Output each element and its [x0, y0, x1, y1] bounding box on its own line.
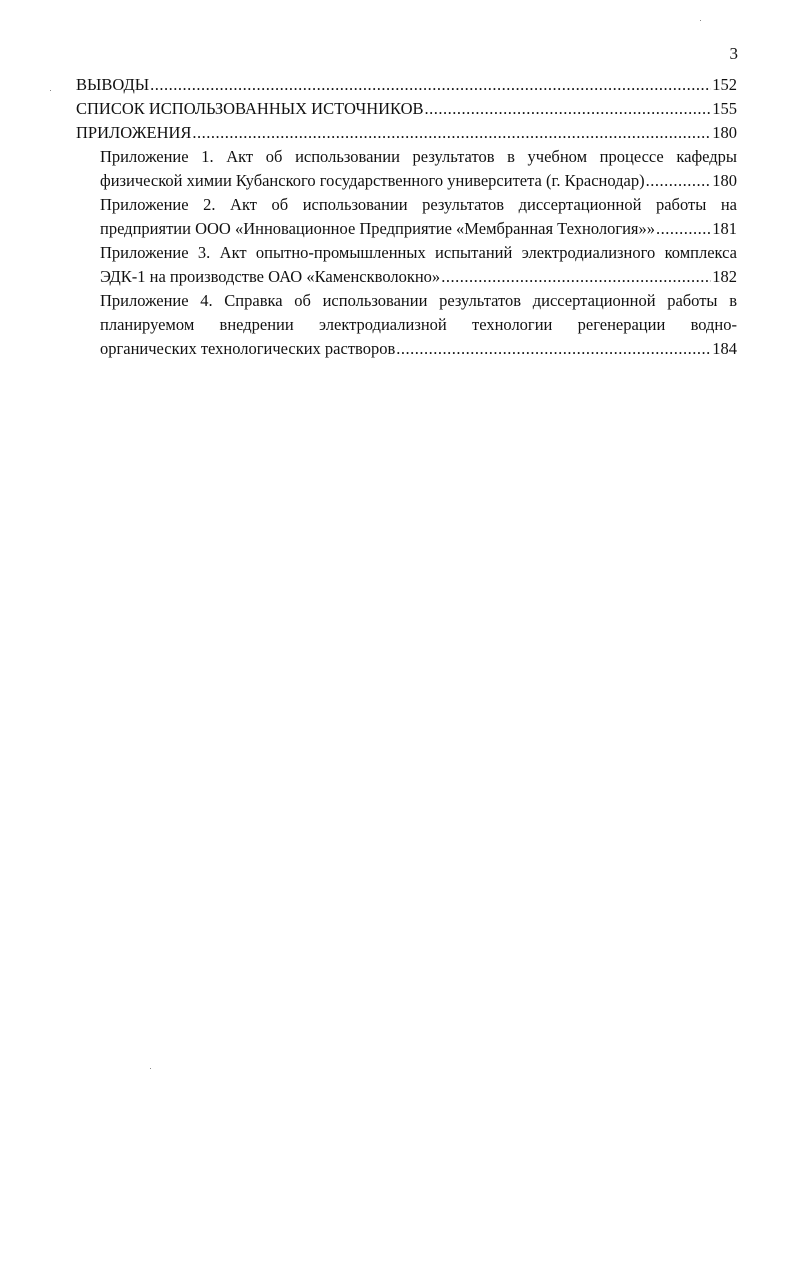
toc-entry-title: ПРИЛОЖЕНИЯ: [76, 123, 192, 142]
toc-appendix-text: предприятии ООО «Инновационное Предприятие «Мембранная Технология»»: [100, 219, 656, 238]
toc-appendix-line: Приложение 4. Справка об использовании результатов диссертационной работы в: [100, 291, 737, 310]
toc-appendix-2: [76, 193, 737, 241]
toc-appendix-last-line: [100, 265, 737, 289]
scan-speck: [50, 90, 51, 91]
toc-entry-page: 180: [712, 171, 737, 190]
toc-leader-dots: [396, 337, 711, 361]
toc-leader-dots: [646, 169, 712, 193]
scan-speck: [150, 1068, 151, 1069]
toc-entry-conclusions: [76, 73, 737, 97]
toc-leader-dots: [656, 217, 711, 241]
table-of-contents: [76, 73, 737, 361]
toc-appendix-text: ЭДК-1 на производстве ОАО «Каменскволокно»: [100, 267, 441, 286]
toc-entry-page: 155: [712, 99, 737, 118]
toc-appendix-last-line: [100, 217, 737, 241]
toc-leader-dots: [150, 73, 711, 97]
toc-appendix-text: органических технологических растворов: [100, 339, 396, 358]
toc-entry-page: 152: [712, 75, 737, 94]
toc-leader-dots: [192, 121, 711, 145]
toc-appendix-line: планируемом внедрении электродиализной технологии регенерации водно-: [100, 315, 737, 334]
toc-appendix-line: Приложение 1. Акт об использовании результатов в учебном процессе кафедры: [100, 147, 737, 166]
toc-entry-page: 180: [712, 123, 737, 142]
toc-entry-title: ВЫВОДЫ: [76, 75, 150, 94]
toc-entry-appendices: [76, 121, 737, 145]
toc-leader-dots: [441, 265, 711, 289]
toc-entry-page: 181: [712, 219, 737, 238]
scan-speck: [700, 20, 701, 21]
toc-appendix-3: [76, 241, 737, 289]
toc-appendix-line: Приложение 3. Акт опытно-промышленных испытаний электродиализного комплекса: [100, 243, 737, 262]
toc-appendix-last-line: [100, 337, 737, 361]
toc-leader-dots: [425, 97, 712, 121]
toc-appendix-1: [76, 145, 737, 193]
toc-entry-references: [76, 97, 737, 121]
toc-entry-page: 182: [712, 267, 737, 286]
toc-appendix-line: Приложение 2. Акт об использовании результатов диссертационной работы на: [100, 195, 737, 214]
page-number: 3: [729, 44, 738, 63]
toc-appendix-text: физической химии Кубанского государственного университета (г. Краснодар): [100, 171, 645, 190]
toc-appendix-last-line: [100, 169, 737, 193]
toc-entry-page: 184: [712, 339, 737, 358]
toc-entry-title: СПИСОК ИСПОЛЬЗОВАННЫХ ИСТОЧНИКОВ: [76, 99, 424, 118]
toc-appendix-4: [76, 289, 737, 361]
